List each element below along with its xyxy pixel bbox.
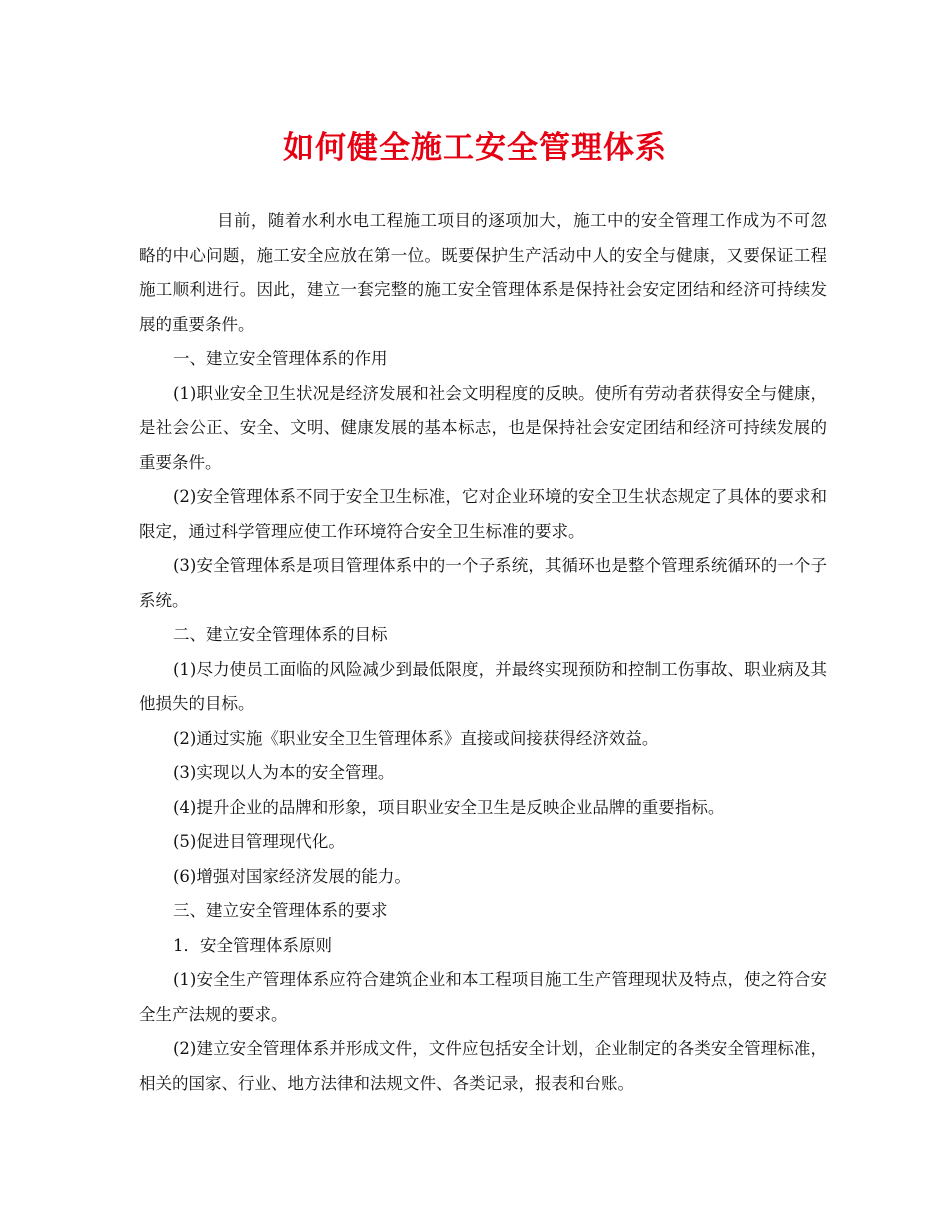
intro-paragraph: 目前，随着水利水电工程施工项目的逐项加大，施工中的安全管理工作成为不可忽略的中心问题，施工安全应放在第一位。既要保护生产活动中人的安全与健康，又要保证工程施工顺利进行。因此，建立一套完整的施工安全管理体系是保持社会安定团结和经济可持续发展的重要条件。 [139, 211, 827, 334]
paragraph: (5)促进目管理现代化。 [173, 832, 345, 851]
section-heading-1: 一、建立安全管理体系的作用 [173, 349, 388, 368]
paragraph: (1)安全生产管理体系应符合建筑企业和本工程项目施工生产管理现状及特点，使之符合安全生产法规的要求。 [139, 970, 827, 1024]
paragraph: (6)增强对国家经济发展的能力。 [173, 866, 411, 886]
document-title: 如何健全施工安全管理体系 [283, 130, 667, 166]
paragraph: (2)建立安全管理体系并形成文件，文件应包括安全计划，企业制定的各类安全管理标准，相关的国家、行业、地方法律和法规文件、各类记录，报表和台账。 [139, 1039, 827, 1093]
paragraph: (2)通过实施《职业安全卫生管理体系》直接或间接获得经济效益。 [173, 728, 659, 748]
section-heading-2: 二、建立安全管理体系的目标 [173, 625, 388, 644]
subsection-heading: 1．安全管理体系原则 [173, 935, 332, 955]
section-heading-3: 三、建立安全管理体系的要求 [173, 901, 388, 920]
paragraph: (1)尽力使员工面临的风险减少到最低限度，并最终实现预防和控制工伤事故、职业病及其他损失的目标。 [139, 659, 827, 713]
paragraph: (3)安全管理体系是项目管理体系中的一个子系统，其循环也是整个管理系统循环的一个子系统。 [139, 556, 827, 610]
paragraph: (1)职业安全卫生状况是经济发展和社会文明程度的反映。使所有劳动者获得安全与健康，是社会公正、安全、文明、健康发展的基本标志，也是保持社会安定团结和经济可持续发展的重要条件。 [139, 383, 827, 472]
paragraph: (2)安全管理体系不同于安全卫生标准，它对企业环境的安全卫生状态规定了具体的要求和限定，通过科学管理应使工作环境符合安全卫生标准的要求。 [139, 487, 827, 541]
paragraph: (4)提升企业的品牌和形象，项目职业安全卫生是反映企业品牌的重要指标。 [173, 797, 725, 817]
document-body [139, 204, 827, 1101]
paragraph: (3)实现以人为本的安全管理。 [173, 763, 395, 782]
